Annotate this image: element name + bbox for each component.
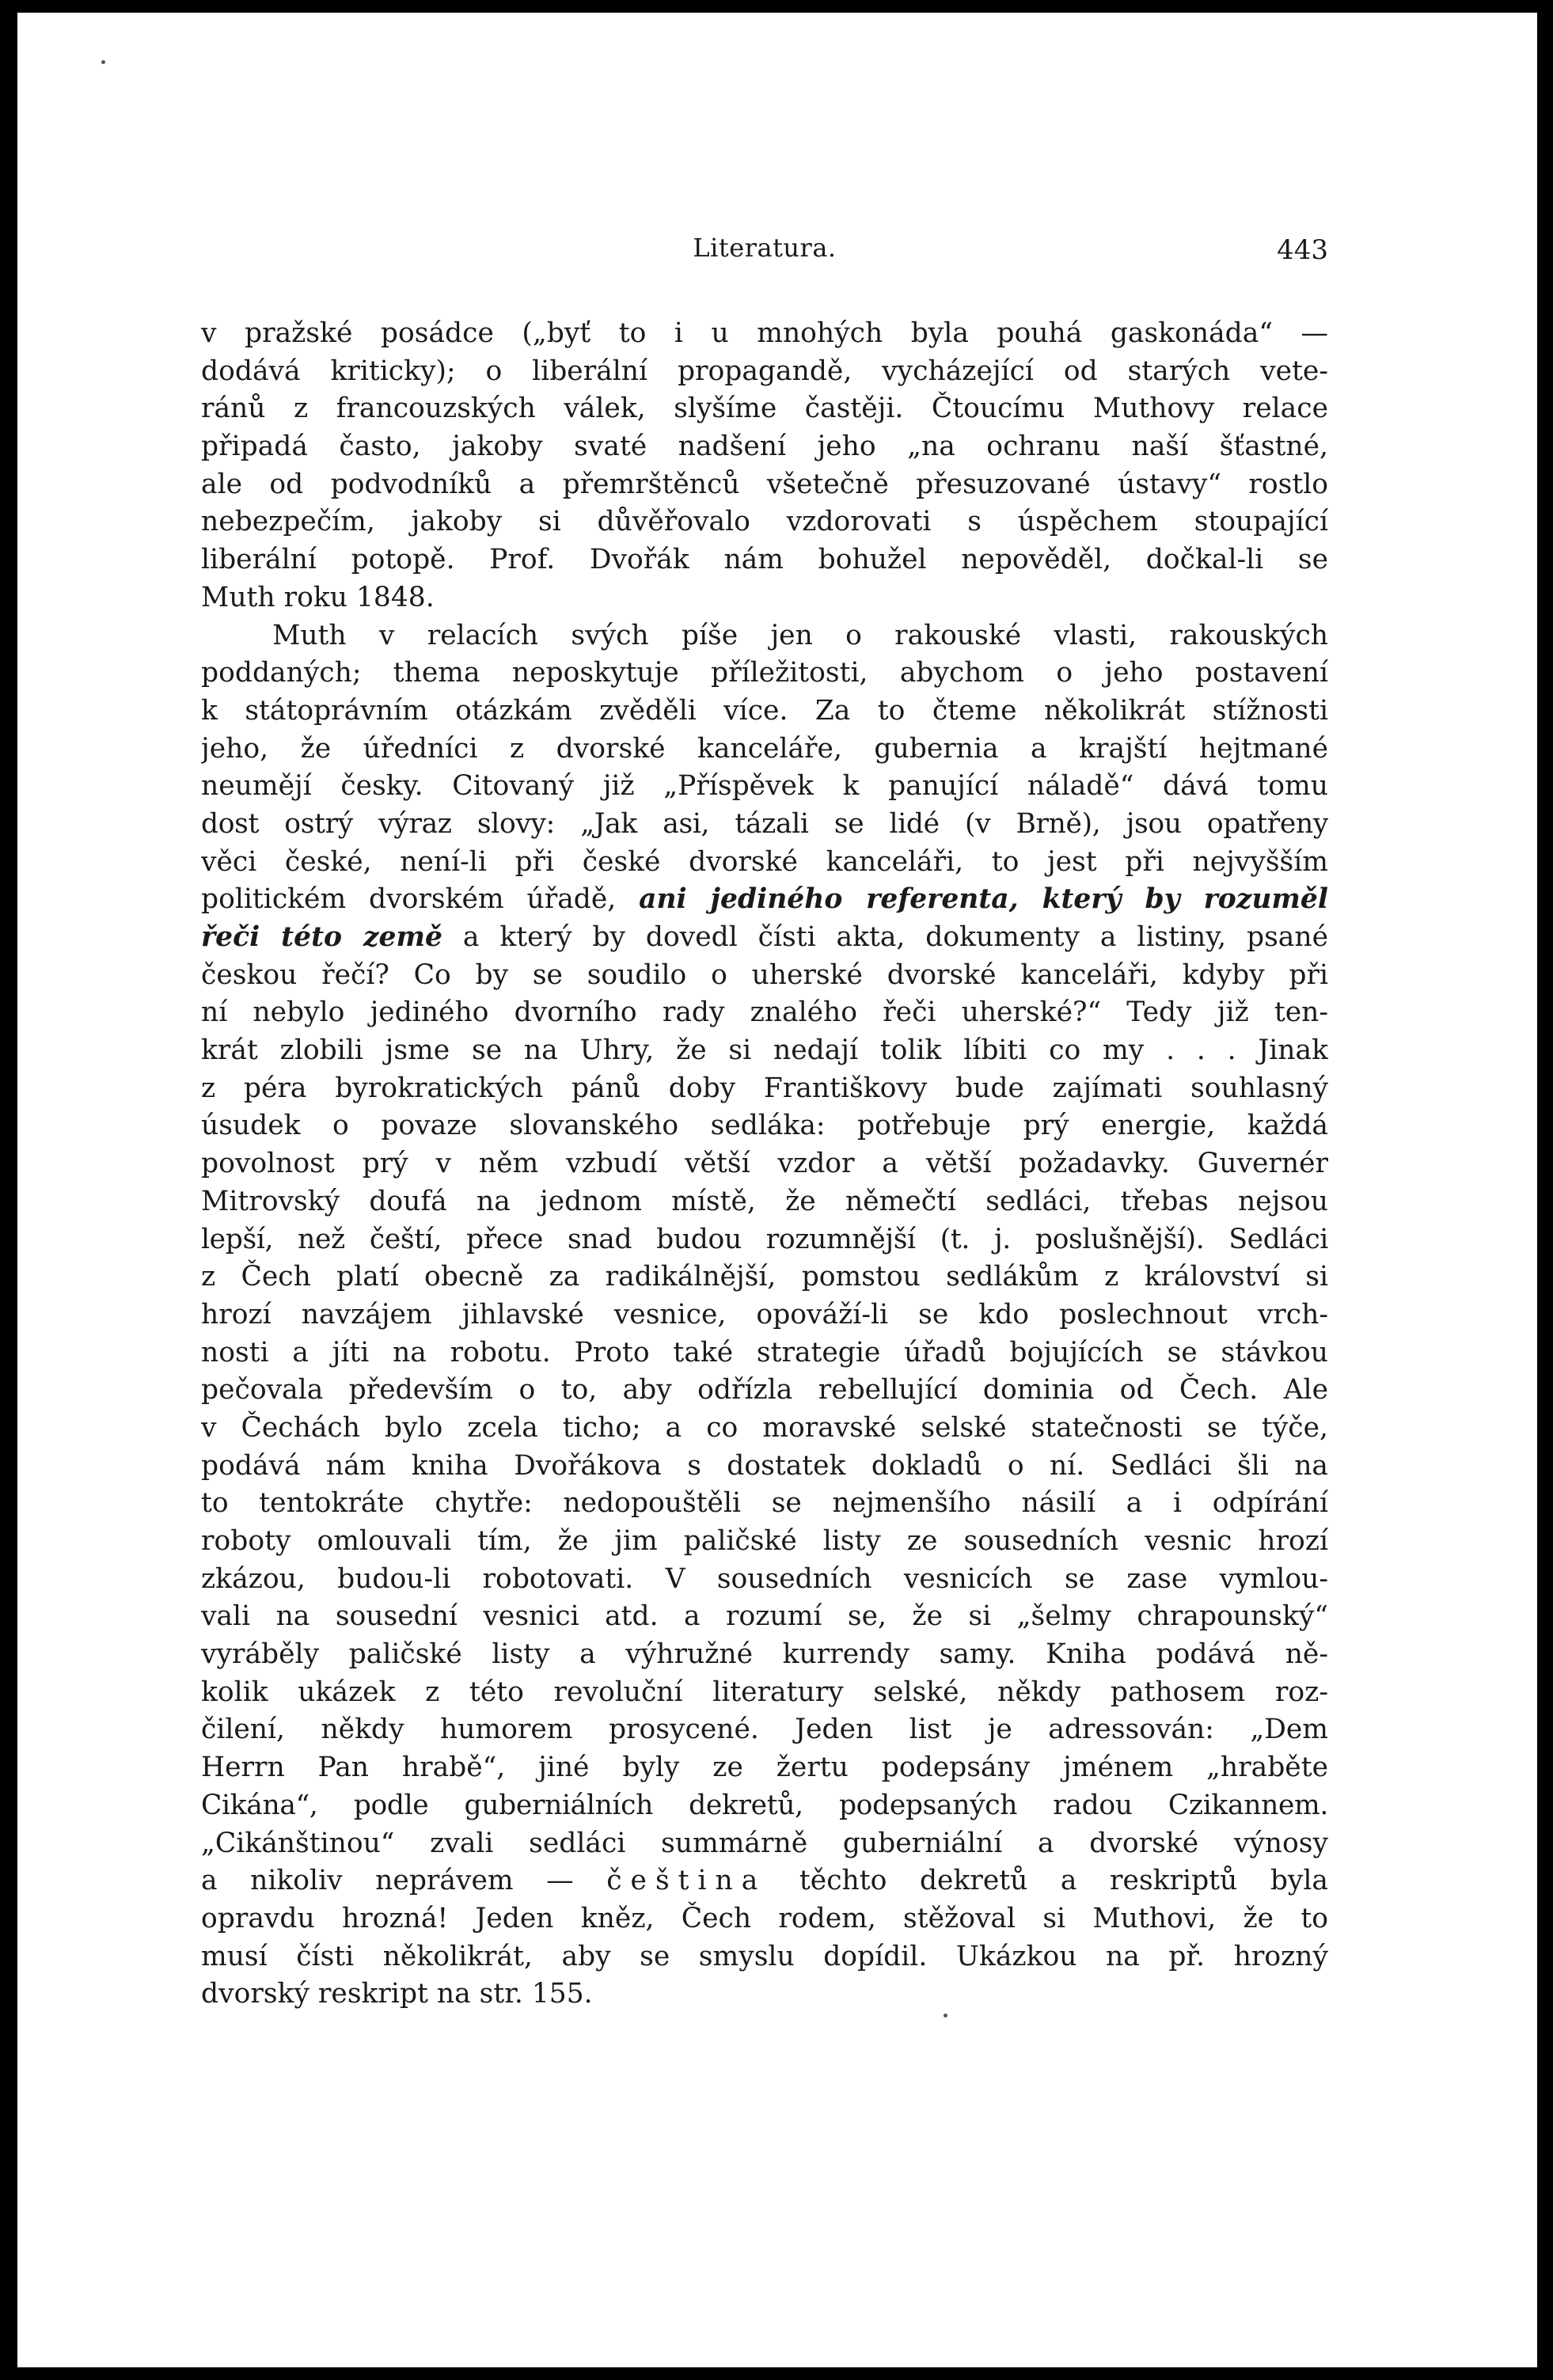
text-line: roboty omlouvali tím, že jim paličské listy ze sousedních vesnic hrozí	[201, 1525, 1328, 1557]
text-segment: a který by dovedl čísti akta, dokumenty a listiny, psané	[442, 921, 1328, 953]
text-line: Cikána“, podle guberniálních dekretů, podepsaných radou Czikannem.	[201, 1789, 1328, 1821]
text-line: jeho, že úředníci z dvorské kanceláře, gubernia a krajští hejtmané	[201, 732, 1328, 765]
text-line: vyráběly paličské listy a výhružné kurrendy samy. Kniha podává ně-	[201, 1638, 1328, 1671]
text-line	[201, 919, 1328, 957]
text-line: kolik ukázek z této revoluční literatury selské, někdy pathosem roz-	[201, 1676, 1328, 1708]
emphasized-text: řeči této země	[201, 921, 442, 953]
text-line: v pražské posádce („byť to i u mnohých byla pouhá gaskonáda“ —	[201, 317, 1328, 349]
text-line: z péra byrokratických pánů doby Františkovy bude zajímati souhlasný	[201, 1072, 1328, 1104]
text-line: Muth v relacích svých píše jen o rakouské vlasti, rakouských	[272, 619, 1328, 651]
print-speck	[944, 2014, 947, 2017]
text-line: vali na sousední vesnici atd. a rozumí se, že si „šelmy chrapounský“	[201, 1600, 1328, 1633]
text-line: Herrn Pan hrabě“, jiné byly ze žertu podepsány jménem „hraběte	[201, 1752, 1328, 1784]
scanned-page	[17, 13, 1537, 2367]
text-line: pečovala především o to, aby odřízla rebellující dominia od Čech. Ale	[201, 1374, 1328, 1406]
text-line: podává nám kniha Dvořákova s dostatek dokladů o ní. Sedláci šli na	[201, 1449, 1328, 1482]
text-line: úsudek o povaze slovanského sedláka: potřebuje prý energie, každá	[201, 1110, 1328, 1142]
text-line: dodává kriticky); o liberální propagandě, vycházející od starých vete-	[201, 355, 1328, 387]
text-line: musí čísti několikrát, aby se smyslu dopídil. Ukázkou na př. hrozný	[201, 1940, 1328, 1972]
paragraph	[201, 617, 1328, 2014]
text-line: ránů z francouzských válek, slyšíme častěji. Čtoucímu Muthovy relace	[201, 393, 1328, 425]
text-line: Mitrovský doufá na jednom místě, že němečtí sedláci, třebas nejsou	[201, 1185, 1328, 1217]
body-text	[201, 315, 1328, 2014]
text-line: ale od podvodníků a přemrštěnců všetečně přesuzované ústavy“ rostlo	[201, 468, 1328, 500]
text-segment: politickém dvorském úřadě,	[201, 883, 640, 916]
text-line: věci české, není-li při české dvorské kanceláři, to jest při nejvyšším	[201, 845, 1328, 878]
text-line: českou řečí? Co by se soudilo o uherské dvorské kanceláři, kdyby při	[201, 958, 1328, 991]
text-line: z Čech platí obecně za radikálnější, pomstou sedlákům z království si	[201, 1261, 1328, 1293]
page-number: 443	[1277, 234, 1328, 266]
text-line	[201, 881, 1328, 919]
text-line: zkázou, budou-li robotovati. V sousedních vesnicích se zase vymlou-	[201, 1562, 1328, 1595]
text-line: dost ostrý výraz slovy: „Jak asi, tázali se lidé (v Brně), jsou opatřeny	[201, 807, 1328, 840]
text-line: „Cikánštinou“ zvali sedláci summárně guberniální a dvorské výnosy	[201, 1827, 1328, 1859]
text-line: opravdu hrozná! Jeden kněz, Čech rodem, stěžoval si Muthovi, že to	[201, 1902, 1328, 1934]
text-line: neumějí česky. Citovaný již „Příspěvek k panující náladě“ dává tomu	[201, 770, 1328, 803]
text-line: čilení, někdy humorem prosycené. Jeden list je adressován: „Dem	[201, 1714, 1328, 1746]
text-segment: a nikoliv neprávem —	[201, 1865, 607, 1897]
text-line: krát zlobili jsme se na Uhry, že si nedají tolik líbiti co my . . . Jinak	[201, 1034, 1328, 1067]
text-line: liberální potopě. Prof. Dvořák nám bohužel nepověděl, dočkal-li se	[201, 544, 1328, 576]
emphasized-text: ani jediného referenta, který by rozuměl	[639, 883, 1328, 916]
print-speck	[101, 60, 105, 64]
text-line: hrozí navzájem jihlavské vesnice, opováží-li se kdo poslechnout vrch-	[201, 1298, 1328, 1330]
text-line: nosti a jíti na robotu. Proto také strategie úřadů bojujících se stávkou	[201, 1336, 1328, 1368]
text-line: k státoprávním otázkám zvěděli více. Za to čteme několikrát stížnosti	[201, 694, 1328, 727]
text-line: nebezpečím, jakoby si důvěřovalo vzdorovati s úspěchem stoupající	[201, 506, 1328, 538]
text-line: povolnost prý v něm vzbudí větší vzdor a větší požadavky. Guvernér	[201, 1148, 1328, 1180]
text-line: Muth roku 1848.	[201, 581, 435, 613]
page-header	[201, 233, 1328, 280]
text-line: lepší, než čeští, přece snad budou rozumnější (t. j. poslušnější). Sedláci	[201, 1223, 1328, 1255]
text-line: to tentokráte chytře: nedopouštěli se nejmenšího násilí a i odpírání	[201, 1487, 1328, 1520]
text-line: dvorský reskript na str. 155.	[201, 1978, 593, 2010]
running-title: Literatura.	[693, 233, 837, 263]
text-line: v Čechách bylo zcela ticho; a co moravské selské statečnosti se týče,	[201, 1411, 1328, 1444]
text-line: ní nebylo jediného dvorního rady znalého řeči uherské?“ Tedy již ten-	[201, 996, 1328, 1029]
text-segment: těchto dekretů a reskriptů byla	[766, 1865, 1328, 1897]
paragraph	[201, 315, 1328, 617]
text-line: připadá často, jakoby svaté nadšení jeho „na ochranu naší šťastné,	[201, 431, 1328, 463]
text-line: poddaných; thema neposkytuje příležitosti, abychom o jeho postavení	[201, 657, 1328, 689]
spaced-emphasis: čeština	[606, 1865, 767, 1897]
text-line	[201, 1862, 1328, 1900]
